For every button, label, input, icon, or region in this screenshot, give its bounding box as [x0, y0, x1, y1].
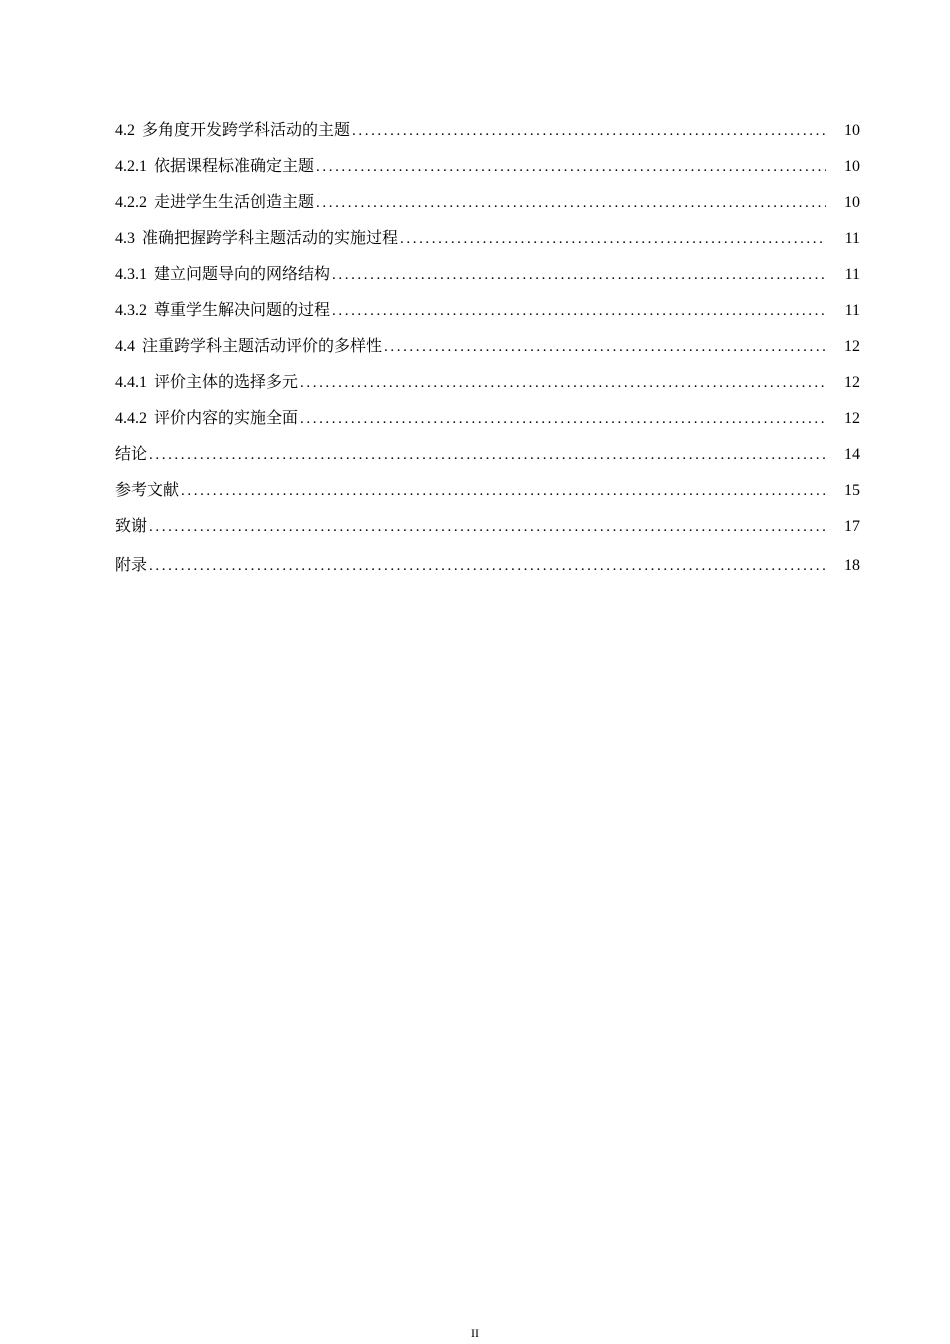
- toc-entry-number: 4.3: [115, 230, 135, 247]
- toc-dot-leader: [400, 226, 826, 252]
- toc-entry-page: 10: [844, 122, 860, 139]
- toc-entry[interactable]: [115, 552, 860, 592]
- toc-entry[interactable]: [115, 333, 860, 369]
- toc-entry-number: 4.2: [115, 122, 135, 139]
- toc-dot-leader: [181, 478, 826, 504]
- toc-entry-page: 12: [844, 410, 860, 427]
- toc-entry-number: 4.4.1: [115, 374, 147, 391]
- toc-dot-leader: [316, 154, 826, 180]
- toc-entry-title: 致谢: [115, 516, 148, 535]
- toc-entry[interactable]: [115, 189, 860, 225]
- toc-entry-title: 评价内容的实施全面: [154, 408, 299, 427]
- toc-dot-leader: [332, 298, 826, 324]
- toc-entry-page: 11: [844, 230, 860, 247]
- page-number: II: [471, 1326, 479, 1340]
- toc-entry-number: 4.3.1: [115, 266, 147, 283]
- toc-dot-leader: [149, 442, 826, 468]
- toc-entry-page: 10: [844, 158, 860, 175]
- toc-entry-page: 18: [844, 557, 860, 574]
- toc-dot-leader: [352, 118, 826, 144]
- toc-entry[interactable]: [115, 405, 860, 441]
- toc-entry-page: 10: [844, 194, 860, 211]
- toc-entry-page: 15: [844, 482, 860, 499]
- toc-entry-page: 12: [844, 338, 860, 355]
- toc-entry-title: 参考文献: [115, 480, 180, 499]
- toc-entry[interactable]: [115, 153, 860, 189]
- toc-entry-title: 建立问题导向的网络结构: [154, 264, 331, 283]
- toc-entry[interactable]: [115, 477, 860, 513]
- toc-entry[interactable]: [115, 369, 860, 405]
- toc-entry-title: 走进学生生活创造主题: [154, 192, 315, 211]
- toc-entry-page: 11: [844, 302, 860, 319]
- table-of-contents: [115, 117, 860, 592]
- toc-entry[interactable]: [115, 261, 860, 297]
- toc-entry-title: 多角度开发跨学科活动的主题: [142, 120, 351, 139]
- toc-entry-title: 依据课程标准确定主题: [154, 156, 315, 175]
- toc-entry[interactable]: [115, 441, 860, 477]
- toc-entry-page: 11: [844, 266, 860, 283]
- toc-entry-title: 尊重学生解决问题的过程: [154, 300, 331, 319]
- toc-entry-title: 附录: [115, 555, 148, 574]
- toc-dot-leader: [300, 406, 826, 432]
- toc-entry[interactable]: [115, 297, 860, 333]
- toc-entry-number: 4.2.1: [115, 158, 147, 175]
- toc-dot-leader: [316, 190, 826, 216]
- toc-entry-title: 准确把握跨学科主题活动的实施过程: [142, 228, 399, 247]
- toc-entry-number: 4.2.2: [115, 194, 147, 211]
- toc-dot-leader: [149, 553, 826, 579]
- toc-entry[interactable]: [115, 225, 860, 261]
- toc-dot-leader: [384, 334, 826, 360]
- toc-entry-title: 结论: [115, 444, 148, 463]
- toc-entry[interactable]: [115, 513, 860, 549]
- toc-entry-page: 17: [844, 518, 860, 535]
- toc-entry-number: 4.4: [115, 338, 135, 355]
- toc-entry-page: 14: [844, 446, 860, 463]
- toc-entry-title: 评价主体的选择多元: [154, 372, 299, 391]
- toc-dot-leader: [300, 370, 826, 396]
- toc-dot-leader: [332, 262, 826, 288]
- toc-entry-number: 4.4.2: [115, 410, 147, 427]
- toc-entry-title: 注重跨学科主题活动评价的多样性: [142, 336, 383, 355]
- toc-entry[interactable]: [115, 117, 860, 153]
- toc-entry-number: 4.3.2: [115, 302, 147, 319]
- toc-dot-leader: [149, 514, 826, 540]
- toc-entry-page: 12: [844, 374, 860, 391]
